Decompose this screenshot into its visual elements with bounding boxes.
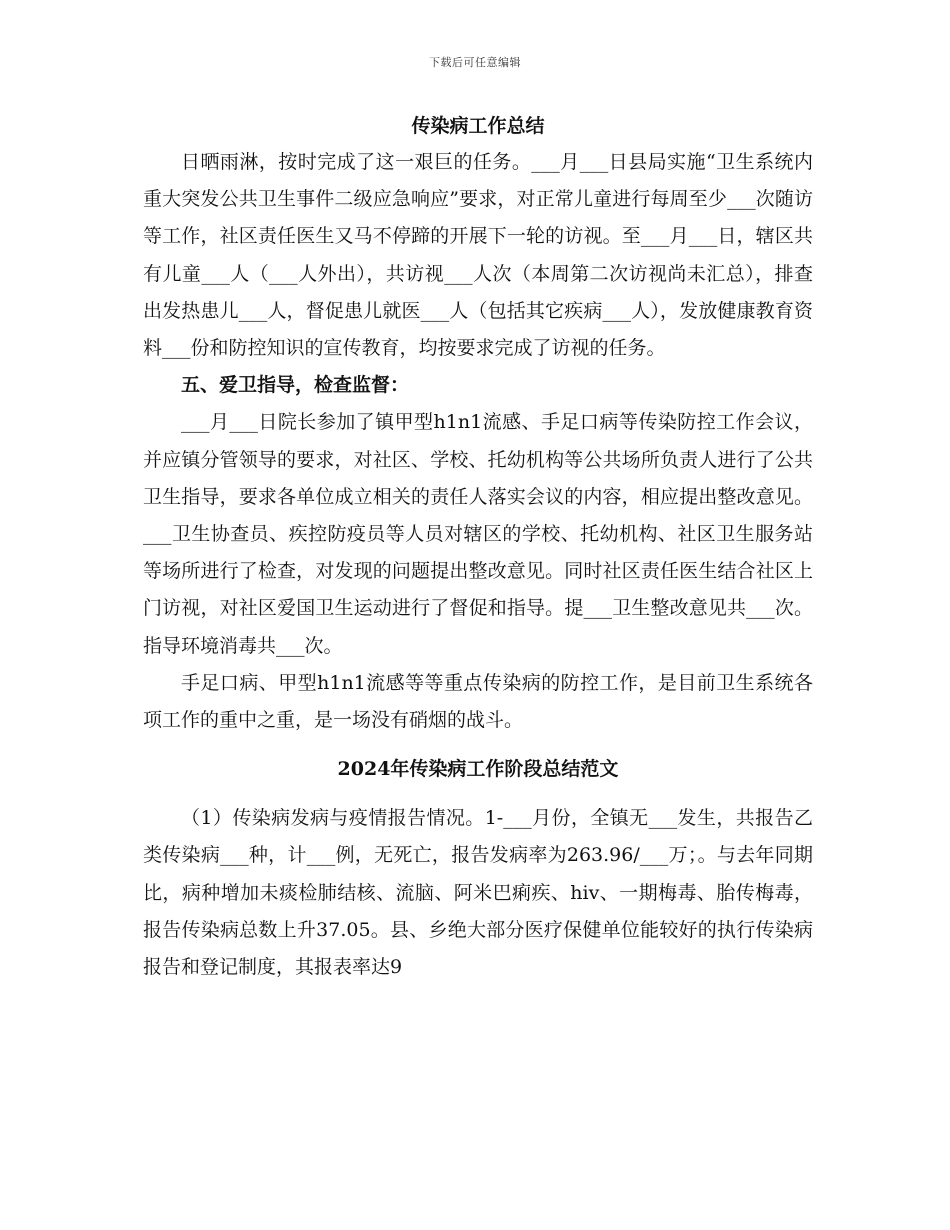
paragraph: （1）传染病发病与疫情报告情况。1-___月份，全镇无___发生，共报告乙类传染病___种，计___例，无死亡，报告发病率为263.96/___万；。与去年同期比，病种增加未痰检肺结核、流脑、阿米巴痢疾、hiv、一期梅毒、胎传梅毒，报告传染病总数上升37.05。县、乡绝大部分医疗保健单位能较好的执行传染病报告和登记制度，其报表率达9 [143, 807, 813, 979]
paragraph: 手足口病、甲型h1n1流感等等重点传染病的防控工作，是目前卫生系统各项工作的重中之重，是一场没有硝烟的战斗。 [143, 671, 813, 732]
paragraph: ___月___日院长参加了镇甲型h1n1流感、手足口病等传染防控工作会议，并应镇分管领导的要求，对社区、学校、托幼机构等公共场所负责人进行了公共卫生指导，要求各单位成立相关的责任人落实会议的内容，相应提出整改意见。___卫生协查员、疾控防疫员等人员对辖区的学校、托幼机构、社区卫生服务站等场所进行了检查，对发现的问题提出整改意见。同时社区责任医生结合社区上门访视，对社区爱国卫生运动进行了督促和指导。提___卫生整改意见共___次。指导环境消毒共___次。 [143, 411, 813, 657]
second-title: 2024年传染病工作阶段总结范文 [337, 758, 619, 781]
document-body [143, 108, 813, 986]
paragraph: 日晒雨淋，按时完成了这一艰巨的任务。___月___日县局实施“卫生系统内重大突发公共卫生事件二级应急响应”要求，对正常儿童进行每周至少___次随访等工作，社区责任医生又马不停蹄的开展下一轮的访视。至___月___日，辖区共有儿童___人（___人外出），共访视___人次（本周第二次访视尚未汇总），排查出发热患儿___人，督促患儿就医___人（包括其它疾病___人），发放健康教育资料___份和防控知识的宣传教育，均按要求完成了访视的任务。 [143, 151, 813, 360]
section-heading: 五、爱卫指导，检查监督： [181, 374, 410, 397]
document-title: 传染病工作总结 [411, 115, 545, 137]
header-note: 下载后可任意编辑 [429, 56, 521, 69]
